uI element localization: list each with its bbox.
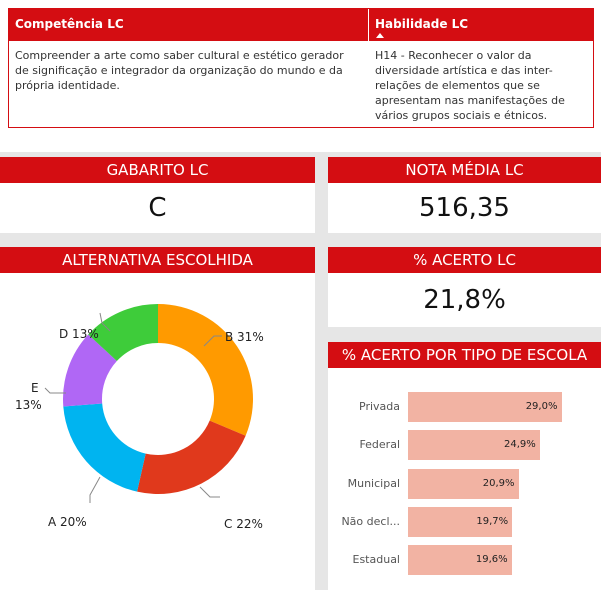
bar-row[interactable] xyxy=(328,507,601,537)
acerto-title: % ACERTO LC xyxy=(328,247,601,273)
pie-slice-a[interactable] xyxy=(63,403,145,491)
bar-row[interactable] xyxy=(328,392,601,422)
bar-value-label: 19,6% xyxy=(475,554,508,565)
pie-slice-c[interactable] xyxy=(137,421,246,494)
donut-chart[interactable] xyxy=(0,273,315,590)
bar-value-label: 19,7% xyxy=(476,516,509,527)
escola-bar-chart-card xyxy=(328,342,601,590)
column-header-habilidade[interactable] xyxy=(369,9,593,41)
table-header xyxy=(9,9,593,41)
nota-media-value: 516,35 xyxy=(419,193,510,223)
escola-title: % ACERTO POR TIPO DE ESCOLA xyxy=(328,342,601,368)
bar-category-label: Municipal xyxy=(347,477,400,490)
nota-media-card xyxy=(328,157,601,233)
pie-label-c: C 22% xyxy=(224,517,263,531)
leader-line-a xyxy=(90,477,100,503)
gabarito-value: C xyxy=(148,193,167,223)
cell-competencia: Compreender a arte como saber cultural e estético gerador de significação e integrador da organização do mundo e da própria identidade. xyxy=(15,49,344,92)
bar-value-label: 29,0% xyxy=(525,401,558,412)
table-row[interactable] xyxy=(9,41,593,123)
bar-category-label: Federal xyxy=(359,438,400,451)
bar-row[interactable] xyxy=(328,430,601,460)
gabarito-card xyxy=(0,157,315,233)
leader-line-e xyxy=(45,388,66,393)
acerto-value: 21,8% xyxy=(423,285,506,315)
bar-category-label: Estadual xyxy=(352,553,400,566)
bar-category-label: Não decl... xyxy=(341,515,400,528)
bar-row[interactable] xyxy=(328,545,601,575)
skills-table-card xyxy=(0,0,601,152)
bar-value-label: 24,9% xyxy=(503,439,536,450)
pie-label-d: D 13% xyxy=(59,327,99,341)
skills-table xyxy=(8,8,594,128)
alternativa-title: ALTERNATIVA ESCOLHIDA xyxy=(0,247,315,273)
pie-label-e: E xyxy=(31,381,39,395)
nota-media-title: NOTA MÉDIA LC xyxy=(328,157,601,183)
bar-category-label: Privada xyxy=(359,400,400,413)
pie-label-e-percent: 13% xyxy=(15,398,42,412)
cell-habilidade: H14 - Reconhecer o valor da diversidade artística e das inter-relações de elementos que se apresentam nas manifestações de vários grupos sociais e étnicos. xyxy=(375,49,565,122)
pie-label-a: A 20% xyxy=(48,515,87,529)
gabarito-title: GABARITO LC xyxy=(0,157,315,183)
alternativa-card xyxy=(0,247,315,590)
column-header-competencia[interactable]: Competência LC xyxy=(9,9,369,41)
column-header-habilidade-label: Habilidade LC xyxy=(375,17,469,31)
pie-slice-b[interactable] xyxy=(158,304,253,436)
sort-ascending-icon xyxy=(376,33,384,38)
acerto-card xyxy=(328,247,601,327)
bar-value-label: 20,9% xyxy=(482,478,515,489)
bar-row[interactable] xyxy=(328,469,601,499)
pie-label-b: B 31% xyxy=(225,330,264,344)
leader-line-c xyxy=(200,487,220,497)
